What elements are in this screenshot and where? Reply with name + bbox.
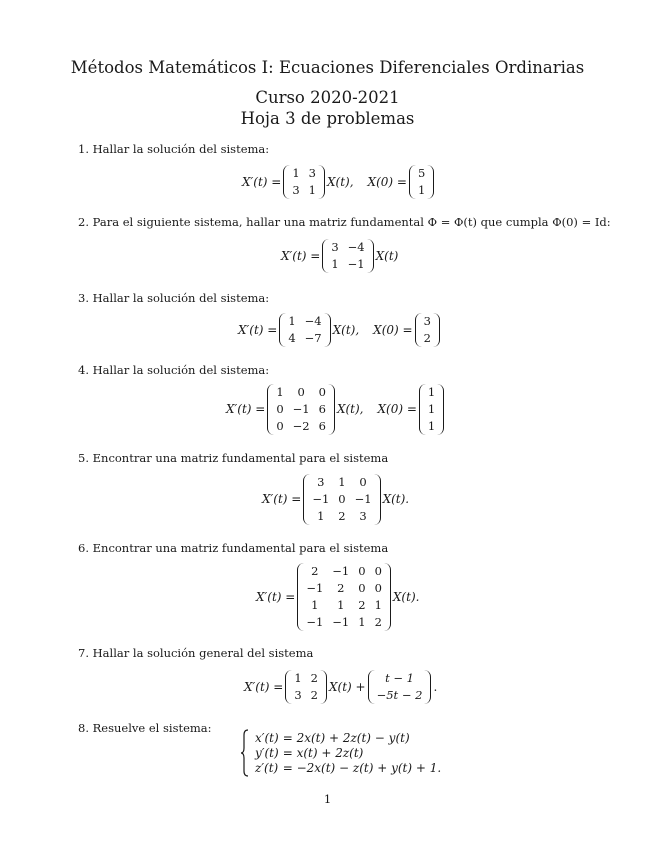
equation-after: X(t). [382, 492, 410, 506]
initial-condition-vector [419, 384, 444, 435]
problem-1-equation [242, 166, 436, 198]
problem-text: Hallar la solución del sistema: [92, 363, 270, 377]
equation-after: X(t). [392, 590, 420, 604]
matrix-entry: 6 [318, 401, 326, 416]
system-lhs: x′(t) [255, 730, 279, 745]
problem-1-statement [78, 142, 269, 156]
equation-lhs: X′(t) = [281, 249, 321, 263]
problem-7-equation [244, 671, 437, 703]
equation-lhs: X′(t) = [238, 323, 278, 337]
problem-number: 8. [78, 721, 89, 735]
matrix-entry: 0 [374, 564, 382, 578]
matrix-entry: −7 [304, 331, 322, 345]
matrix-entry: 1 [317, 508, 325, 523]
problem-number: 4. [78, 363, 89, 377]
system-rhs: = 2x(t) + 2z(t) − y(t) [282, 730, 410, 745]
problem-8-system [240, 729, 441, 777]
document-title: Métodos Matemáticos I: Ecuaciones Diferenciales Ordinarias [70, 58, 585, 77]
system-lhs: y′(t) [255, 745, 279, 760]
matrix-entry: −4 [304, 314, 322, 328]
problem-4-equation [226, 384, 446, 434]
matrix-entry: 3 [359, 508, 367, 523]
problem-number: 3. [78, 291, 89, 305]
matrix-entry: 0 [276, 401, 284, 416]
matrix-entry: 1 [374, 598, 382, 612]
problem-text: Encontrar una matriz fundamental para el sistema [92, 541, 389, 555]
vector-entry: 1 [417, 183, 426, 197]
matrix-entry: 0 [359, 474, 367, 489]
problem-2-equation [281, 240, 398, 272]
matrix-entry: −1 [306, 615, 324, 629]
matrix-entry: −1 [332, 564, 350, 578]
vector-entry: 1 [427, 418, 436, 433]
problem-text: Encontrar una matriz fundamental para el sistema [92, 451, 389, 465]
matrix-entry: 3 [308, 166, 316, 180]
coefficient-matrix [267, 384, 335, 435]
initial-condition-label: X(0) = [377, 402, 417, 416]
equation-after: X(t) + [328, 680, 366, 694]
equation-end: . [433, 680, 438, 694]
matrix-entry: −1 [306, 581, 324, 595]
problem-5-statement [78, 451, 388, 465]
problem-number: 5. [78, 451, 89, 465]
matrix-entry: −2 [292, 418, 310, 433]
problem-5-equation [262, 473, 409, 525]
matrix-entry: 2 [311, 564, 319, 578]
problem-number: 2. [78, 215, 89, 229]
problem-text: Resuelve el sistema: [92, 721, 212, 735]
problem-3-statement [78, 291, 269, 305]
problem-text: Hallar la solución del sistema: [92, 291, 270, 305]
matrix-entry: 4 [288, 331, 296, 345]
vector-entry: 1 [427, 384, 436, 399]
matrix-entry: 1 [308, 183, 316, 197]
problem-text: Para el siguiente sistema, hallar una matriz fundamental Φ = Φ(t) que cumpla Φ(0) = Id: [92, 215, 611, 229]
problem-7-statement [78, 646, 313, 660]
matrix-entry: 6 [318, 418, 326, 433]
equation-lhs: X′(t) = [262, 492, 302, 506]
matrix-entry: 0 [318, 384, 326, 399]
equation-lhs: X′(t) = [256, 590, 296, 604]
coefficient-matrix [297, 563, 391, 631]
matrix-entry: −1 [292, 401, 310, 416]
matrix-entry: 2 [337, 581, 345, 595]
problem-text: Hallar la solución del sistema: [92, 142, 270, 156]
matrix-entry: 0 [297, 384, 305, 399]
matrix-entry: 1 [288, 314, 296, 328]
matrix-entry: −4 [347, 240, 365, 254]
matrix-entry: 0 [338, 491, 346, 506]
system-lhs: z′(t) [255, 760, 279, 775]
equation-lhs: X′(t) = [244, 680, 284, 694]
coefficient-matrix [322, 239, 373, 273]
matrix-entry: 0 [276, 418, 284, 433]
matrix-entry: 2 [310, 671, 318, 685]
matrix-entry: −1 [332, 615, 350, 629]
matrix-entry: 1 [337, 598, 345, 612]
problem-4-statement [78, 363, 269, 377]
problem-8-statement [78, 721, 212, 735]
equation-lhs: X′(t) = [226, 402, 266, 416]
problem-6-statement [78, 541, 388, 555]
sheet-title: Hoja 3 de problemas [240, 109, 415, 128]
matrix-entry: 1 [358, 615, 366, 629]
matrix-entry: 1 [294, 671, 302, 685]
vector-entry: 3 [423, 314, 431, 328]
coefficient-matrix [303, 474, 380, 525]
matrix-entry: −1 [354, 491, 372, 506]
vector-entry: 5 [417, 166, 426, 180]
matrix-entry: 3 [294, 688, 302, 702]
matrix-entry: 0 [374, 581, 382, 595]
equation-after: X(t), [336, 402, 364, 416]
system-rhs: = x(t) + 2z(t) [282, 745, 364, 760]
problem-number: 1. [78, 142, 89, 156]
matrix-entry: −1 [347, 257, 365, 271]
problem-2-statement [78, 215, 611, 229]
vector-entry: 2 [423, 331, 431, 345]
matrix-entry: 1 [292, 166, 300, 180]
initial-condition-label: X(0) = [373, 323, 413, 337]
problem-3-equation [238, 314, 442, 346]
problem-6-equation [256, 563, 419, 631]
matrix-entry: 1 [276, 384, 284, 399]
problem-number: 6. [78, 541, 89, 555]
matrix-entry: 2 [310, 688, 318, 702]
problem-text: Hallar la solución general del sistema [92, 646, 314, 660]
matrix-entry: 3 [292, 183, 300, 197]
coefficient-matrix [279, 313, 330, 347]
matrix-entry: 0 [358, 564, 366, 578]
coefficient-matrix [283, 165, 325, 199]
initial-condition-label: X(0) = [367, 175, 407, 189]
coefficient-matrix [285, 670, 327, 704]
system-rhs: = −2x(t) − z(t) + y(t) + 1. [282, 760, 442, 775]
vector-entry: 1 [427, 401, 436, 416]
matrix-entry: 1 [331, 257, 339, 271]
matrix-entry: 0 [358, 581, 366, 595]
matrix-entry: 1 [338, 474, 346, 489]
problem-number: 7. [78, 646, 89, 660]
matrix-entry: 3 [317, 474, 325, 489]
vector-entry: t − 1 [385, 671, 414, 685]
equation-lhs: X′(t) = [242, 175, 282, 189]
page-number: 1 [323, 792, 332, 806]
vector-entry: −5t − 2 [376, 688, 423, 702]
equation-after: X(t), [326, 175, 354, 189]
equation-after: X(t) [375, 249, 399, 263]
initial-condition-vector [415, 313, 440, 347]
matrix-entry: 2 [338, 508, 346, 523]
course-year: Curso 2020-2021 [255, 88, 400, 107]
matrix-entry: 3 [331, 240, 339, 254]
matrix-entry: 2 [358, 598, 366, 612]
equation-after: X(t), [332, 323, 360, 337]
initial-condition-vector [409, 165, 434, 199]
matrix-entry: −1 [312, 491, 330, 506]
left-brace [240, 729, 249, 777]
matrix-entry: 2 [374, 615, 382, 629]
forcing-vector [368, 670, 432, 704]
matrix-entry: 1 [311, 598, 319, 612]
